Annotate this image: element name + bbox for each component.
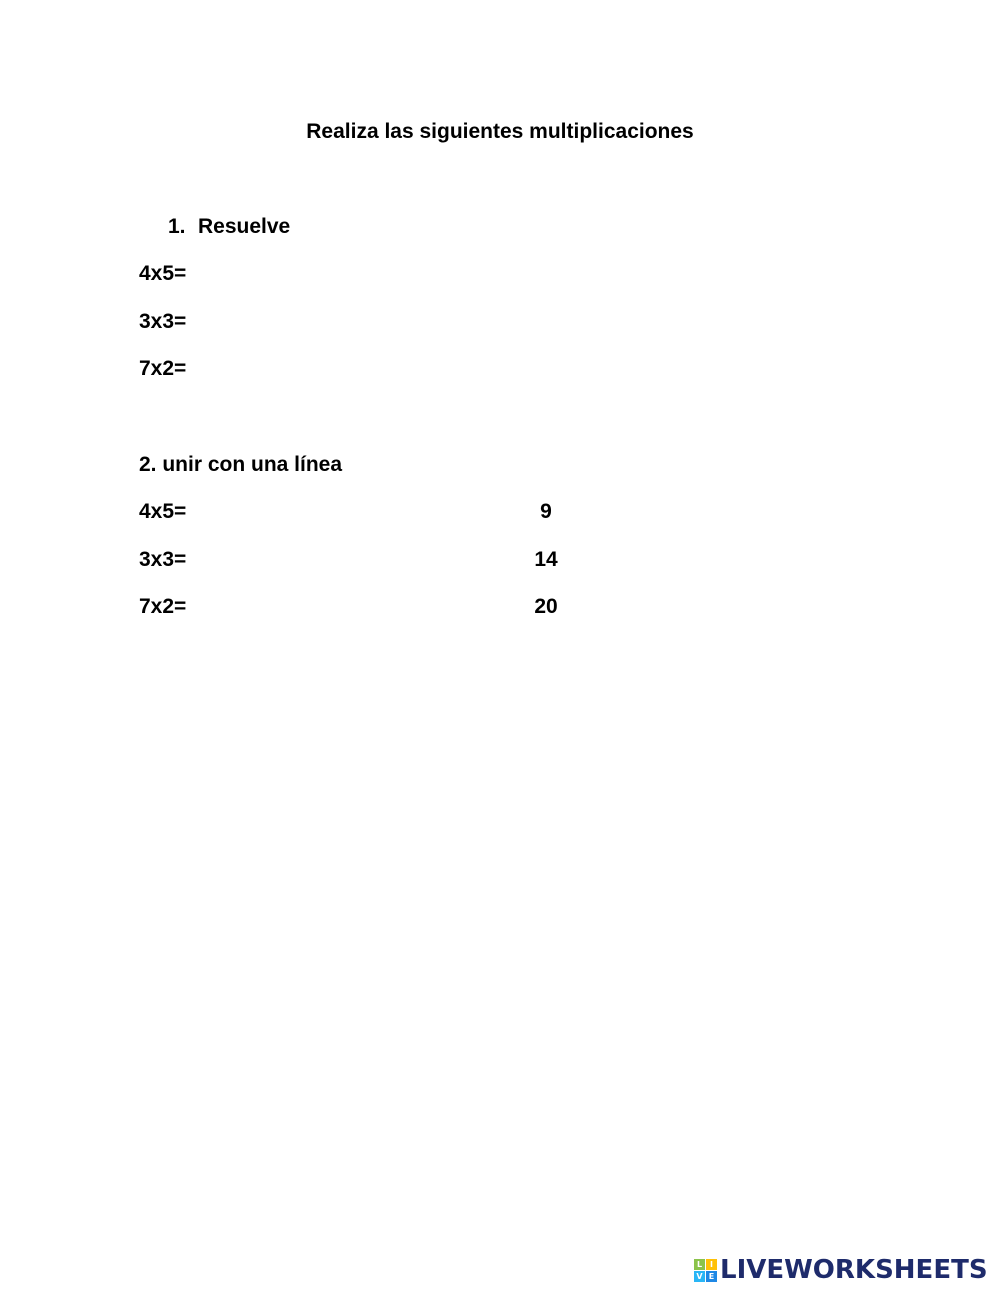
logo-mark-cell: I <box>706 1259 717 1270</box>
logo-wordmark: LIVEWORKSHEETS <box>720 1255 988 1285</box>
section1-item: 4x5= <box>139 262 187 285</box>
section2-right-item: 9 <box>540 500 552 523</box>
logo-mark-cell: V <box>694 1271 705 1282</box>
section1-item: 3x3= <box>139 310 187 333</box>
section2-left-item: 7x2= <box>139 595 187 618</box>
section1-heading: Resuelve <box>198 215 291 238</box>
section2-heading: 2. unir con una línea <box>139 453 343 476</box>
logo-mark-cell: L <box>694 1259 705 1270</box>
section2-right-item: 20 <box>534 595 558 618</box>
section2-right-item: 14 <box>534 548 558 571</box>
page-title: Realiza las siguientes multiplicaciones <box>306 120 694 143</box>
logo-mark-icon <box>694 1259 717 1282</box>
liveworksheets-logo <box>694 1256 988 1284</box>
section2-left-item: 4x5= <box>139 500 187 523</box>
section1-item: 7x2= <box>139 357 187 380</box>
section2-left-item: 3x3= <box>139 548 187 571</box>
logo-mark-cell: E <box>706 1271 717 1282</box>
section1-number: 1. <box>168 215 186 238</box>
